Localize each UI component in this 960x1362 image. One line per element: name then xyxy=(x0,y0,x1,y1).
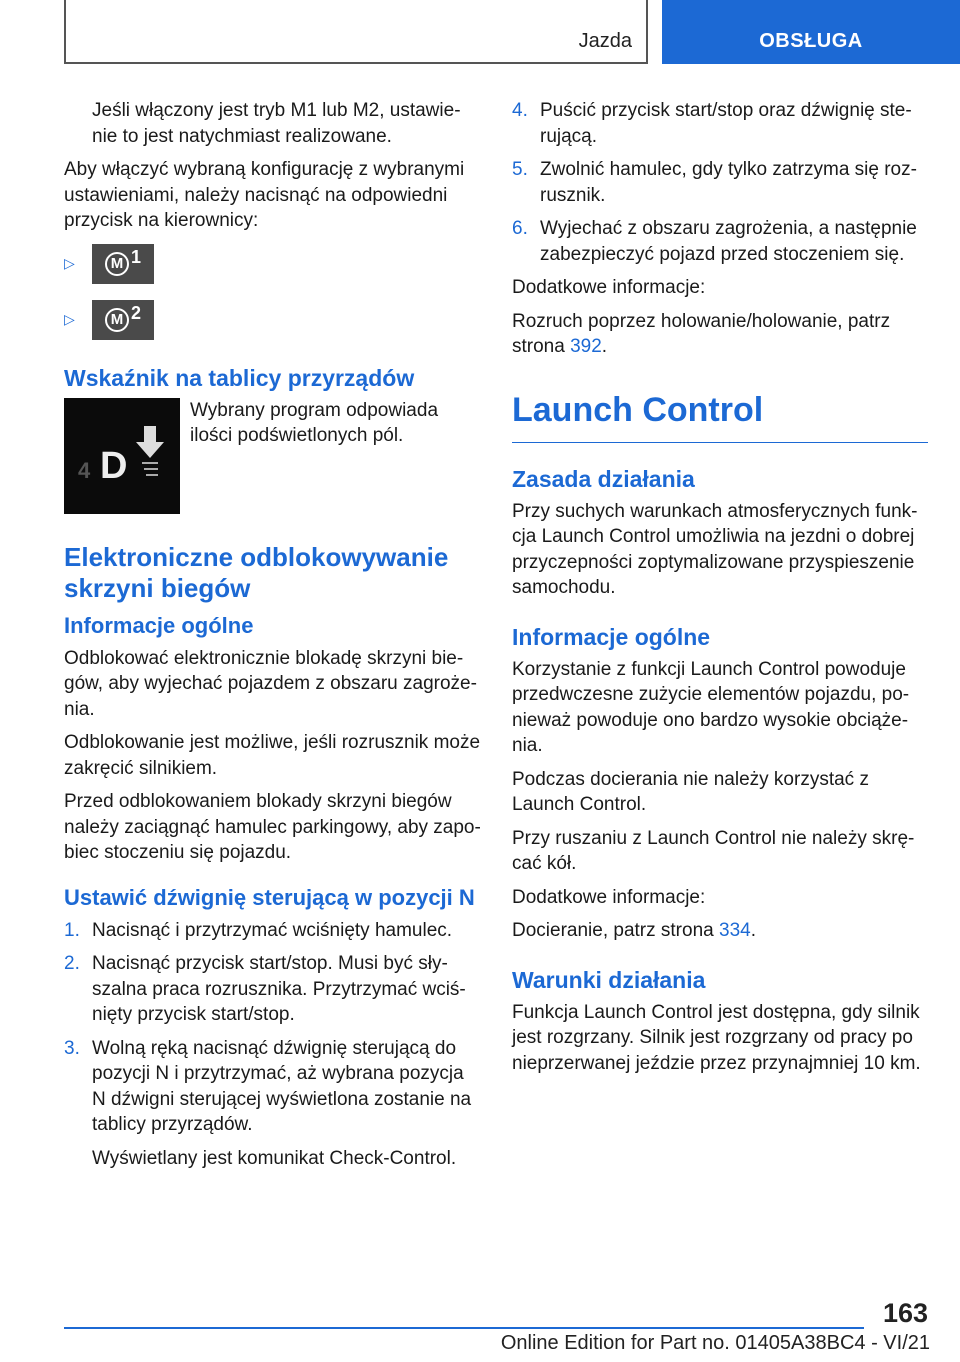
break-in-paragraph: Docieranie, patrz strona 334. xyxy=(512,920,756,941)
section-heading-display: Wskaźnik na tablicy przyrządów xyxy=(64,364,415,391)
principle-paragraph: Przy suchych warunkach atmosferycznych funk-cja Launch Control umożliwia na jezdni o dobrej przyczepności zoptymalizowane przyspieszenie samochodu. xyxy=(512,500,918,598)
list-item: 5. Zwolnić hamulec, gdy tylko zatrzyma się roz-rusznik. xyxy=(512,159,917,206)
triangle-bullet-icon: ▷ xyxy=(64,254,75,271)
unlock-paragraph-3: Przed odblokowaniem blokady skrzyni biegów należy zaciągnąć hamulec parkingowy, aby zapo-biec stoczeniu się pojazdu. xyxy=(64,791,481,863)
conditions-paragraph: Funkcja Launch Control jest dostępna, gdy silnik jest rozgrzany. Silnik jest rozgrzany od pracy po nieprzerwanej jeździe przez przynajmniej 10 km. xyxy=(512,1001,921,1074)
footer-edition: Online Edition for Part no. 01405A38BC4 - VI/21 xyxy=(500,1332,930,1354)
footer-divider xyxy=(64,1327,864,1329)
m2-button-icon: M 2 xyxy=(92,300,154,340)
subheading-principle: Zasada działania xyxy=(512,465,695,492)
svg-text:D: D xyxy=(100,444,128,487)
more-info-label: Dodatkowe informacje: xyxy=(512,277,706,298)
step3-note: Wyświetlany jest komunikat Check-Control. xyxy=(92,1147,457,1169)
page-link-392[interactable]: 392 xyxy=(570,336,602,357)
section-heading-unlock: Elektroniczne odblokowywanie skrzyni biegów xyxy=(64,541,449,603)
list-item: 3. Wolną ręką nacisnąć dźwignię sterującą do pozycji N i przytrzymać, aż wybrana pozycja N dźwigni sterującej wyświetlona zostanie na tablicy przyrządów. xyxy=(64,1037,472,1135)
subheading-lever: Ustawić dźwignię sterującą w pozycji N xyxy=(64,884,475,910)
triangle-bullet-icon: ▷ xyxy=(64,310,75,327)
tow-start-paragraph: Rozruch poprzez holowanie/holowanie, patrz strona 392. xyxy=(512,310,891,357)
unlock-paragraph-2: Odblokowanie jest możliwe, jeśli rozrusznik może zakręcić silnikiem. xyxy=(64,732,481,779)
section-heading-launch-control: Launch Control xyxy=(512,390,928,443)
m1-button-icon: M 1 xyxy=(92,244,154,284)
header-chapter: OBSŁUGA xyxy=(759,30,863,52)
list-item: 6. Wyjechać z obszaru zagrożenia, a następnie zabezpieczyć pojazd przed stoczeniem się. xyxy=(512,218,917,265)
header-section: Jazda xyxy=(578,30,632,52)
list-item: 1. Nacisnąć i przytrzymać wciśnięty hamulec. xyxy=(64,919,453,941)
subheading-general: Informacje ogólne xyxy=(512,623,711,650)
left-column xyxy=(64,98,482,1179)
list-item xyxy=(64,298,482,342)
page-number: 163 xyxy=(882,1298,928,1328)
general-paragraph-2: Podczas docierania nie należy korzystać z Launch Control. xyxy=(512,768,869,815)
subheading-conditions: Warunki działania xyxy=(512,966,706,993)
page-link-334[interactable]: 334 xyxy=(719,920,751,941)
general-paragraph-1: Korzystanie z funkcji Launch Control powoduje przedwczesne zużycie elementów pojazdu, po-nieważ powoduje ono bardzo wysokie obciąże-nia. xyxy=(512,658,910,756)
list-item: 2. Nacisnąć przycisk start/stop. Musi być sły-szalna praca rozrusznika. Przytrzymać wciś-nięty przycisk start/stop. xyxy=(64,953,466,1025)
activate-paragraph: Aby włączyć wybraną konfigurację z wybranymi ustawieniami, należy nacisnąć na odpowiedni przycisk na kierownicy: xyxy=(64,159,465,231)
intro-paragraph: Jeśli włączony jest tryb M1 lub M2, ustawie- nie to jest natychmiast realizowane. xyxy=(92,100,461,147)
unlock-paragraph-1: Odblokować elektronicznie blokadę skrzyni bie-gów, aby wyjechać pojazdem z obszaru zagroże-nia. xyxy=(64,647,477,720)
header-chapter-tab[interactable] xyxy=(662,0,960,64)
display-description: Wybrany program odpowiada ilości podświetlonych pól. xyxy=(190,399,439,446)
more-info-label: Dodatkowe informacje: xyxy=(512,886,706,908)
general-paragraph-3: Przy ruszaniu z Launch Control nie należy skrę-cać kół. xyxy=(512,827,915,874)
list-item xyxy=(64,242,482,286)
drive-mode-display-icon xyxy=(64,398,180,514)
subheading-general: Informacje ogólne xyxy=(64,612,254,638)
svg-text:4: 4 xyxy=(78,457,91,483)
list-item: 4. Puścić przycisk start/stop oraz dźwignię ste-rującą. xyxy=(512,100,912,147)
right-column xyxy=(512,98,928,1084)
header-section-box xyxy=(64,0,648,64)
